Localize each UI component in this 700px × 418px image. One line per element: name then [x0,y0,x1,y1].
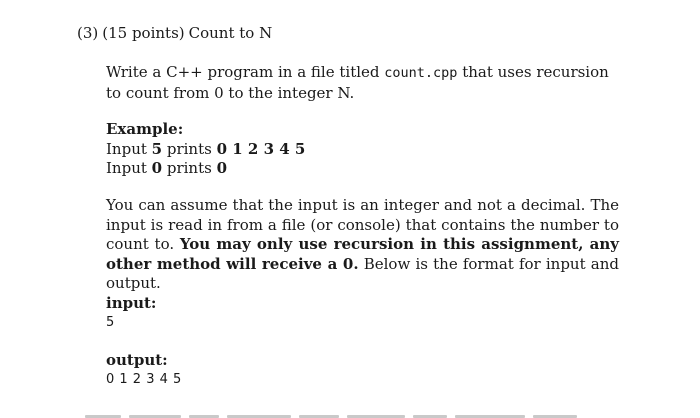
example-line-input: 0 [151,159,163,177]
example-line [106,140,619,160]
example-line-prefix: Input [106,139,152,158]
intro-text-before: Write a C++ program in a file titled [106,63,385,81]
question-title: Count to N [188,24,273,42]
question-number: (3) [77,24,99,42]
input-label: input: [106,294,157,312]
example-line-output: 0 1 2 3 4 5 [216,139,306,158]
cut-off-text-line [85,410,615,418]
output-value: 0 1 2 3 4 5 [106,372,182,387]
intro-filename: count.cpp [384,65,458,81]
example-line-middle: prints [162,159,217,177]
assumption-text-2: Below is the format for input and output. [106,254,619,292]
intro-text-after: that uses recursion to count from 0 to the integer N. [106,63,609,102]
question-points: (15 points) [102,24,185,42]
example-heading: Example: [106,120,184,138]
example-line-prefix: Input [106,159,152,177]
example-line-input: 5 [151,139,163,158]
question-heading [77,24,272,42]
example-section [106,120,619,179]
assumption-bold-rule: You may only use recursion in this assignment, any other method will receive a 0. [106,235,619,273]
intro-paragraph [106,63,619,103]
example-line [106,159,619,179]
assumption-text-1: You can assume that the input is an integer and not a decimal. The input is read in from a file (or console) that contains the number to count to. [106,196,619,253]
assumption-paragraph [106,196,619,294]
input-value: 5 [106,315,115,330]
example-line-middle: prints [162,139,217,158]
output-label: output: [106,351,168,369]
example-line-output: 0 [216,159,228,177]
